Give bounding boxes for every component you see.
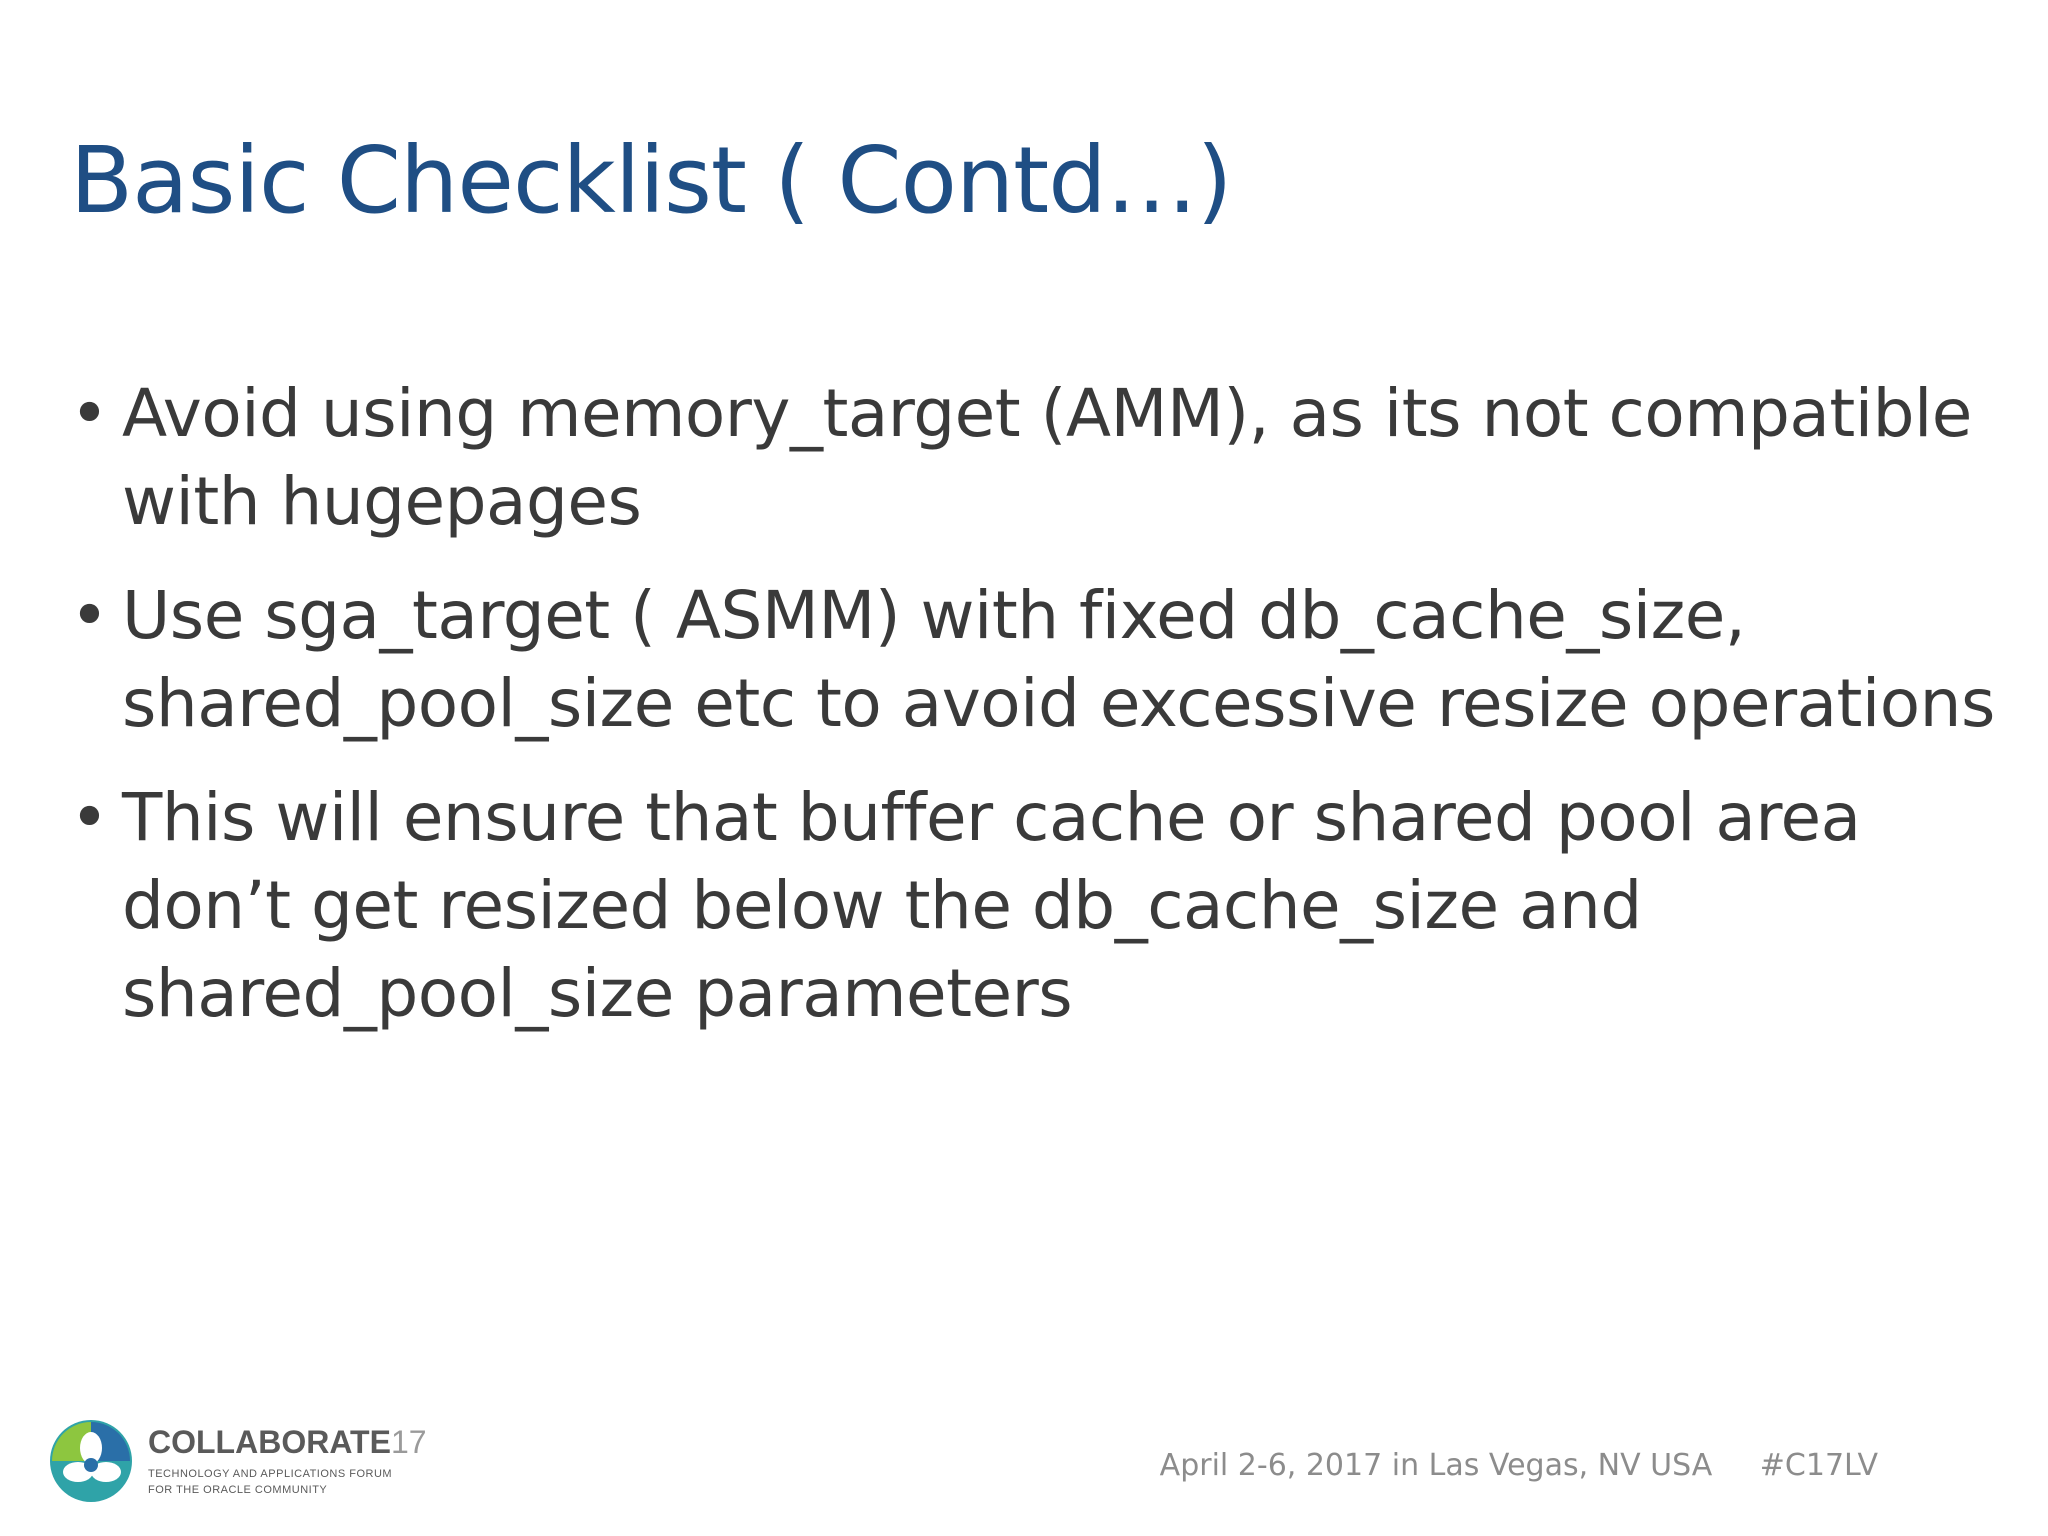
logo-tagline: TECHNOLOGY AND APPLICATIONS FORUM xyxy=(148,1468,393,1480)
collaborate-logo xyxy=(48,1418,448,1508)
bullet-item xyxy=(70,774,2000,1038)
bullet-marker: • xyxy=(70,375,109,452)
footer-event-info xyxy=(1160,1448,1878,1483)
bullet-text: Avoid using memory_target (AMM), as its not compatible with hugepages xyxy=(122,375,1972,540)
bullet-text: This will ensure that buffer cache or shared pool area don’t get resized below the db_cache_size and shared_pool_size parameters xyxy=(122,779,1861,1032)
logo-tagline: FOR THE ORACLE COMMUNITY xyxy=(148,1484,328,1496)
bullet-marker: • xyxy=(70,779,109,856)
bullet-marker: • xyxy=(70,577,109,654)
event-date-location: April 2-6, 2017 in Las Vegas, NV USA xyxy=(1159,1448,1713,1483)
bullet-text: Use sga_target ( ASMM) with fixed db_cache_size, shared_pool_size etc to avoid excessive resize operations xyxy=(122,577,1995,742)
logo-number: 17 xyxy=(390,1424,427,1460)
bullet-item xyxy=(70,370,2000,546)
logo-wordmark xyxy=(148,1424,427,1461)
bullet-item xyxy=(70,572,2000,748)
event-hashtag: #C17LV xyxy=(1759,1448,1878,1483)
slide-title: Basic Checklist ( Contd…) xyxy=(70,127,1232,234)
bullet-list xyxy=(70,370,2000,1064)
logo-word: COLLABORATE xyxy=(148,1424,391,1460)
collaborate-logo-icon xyxy=(48,1418,134,1504)
